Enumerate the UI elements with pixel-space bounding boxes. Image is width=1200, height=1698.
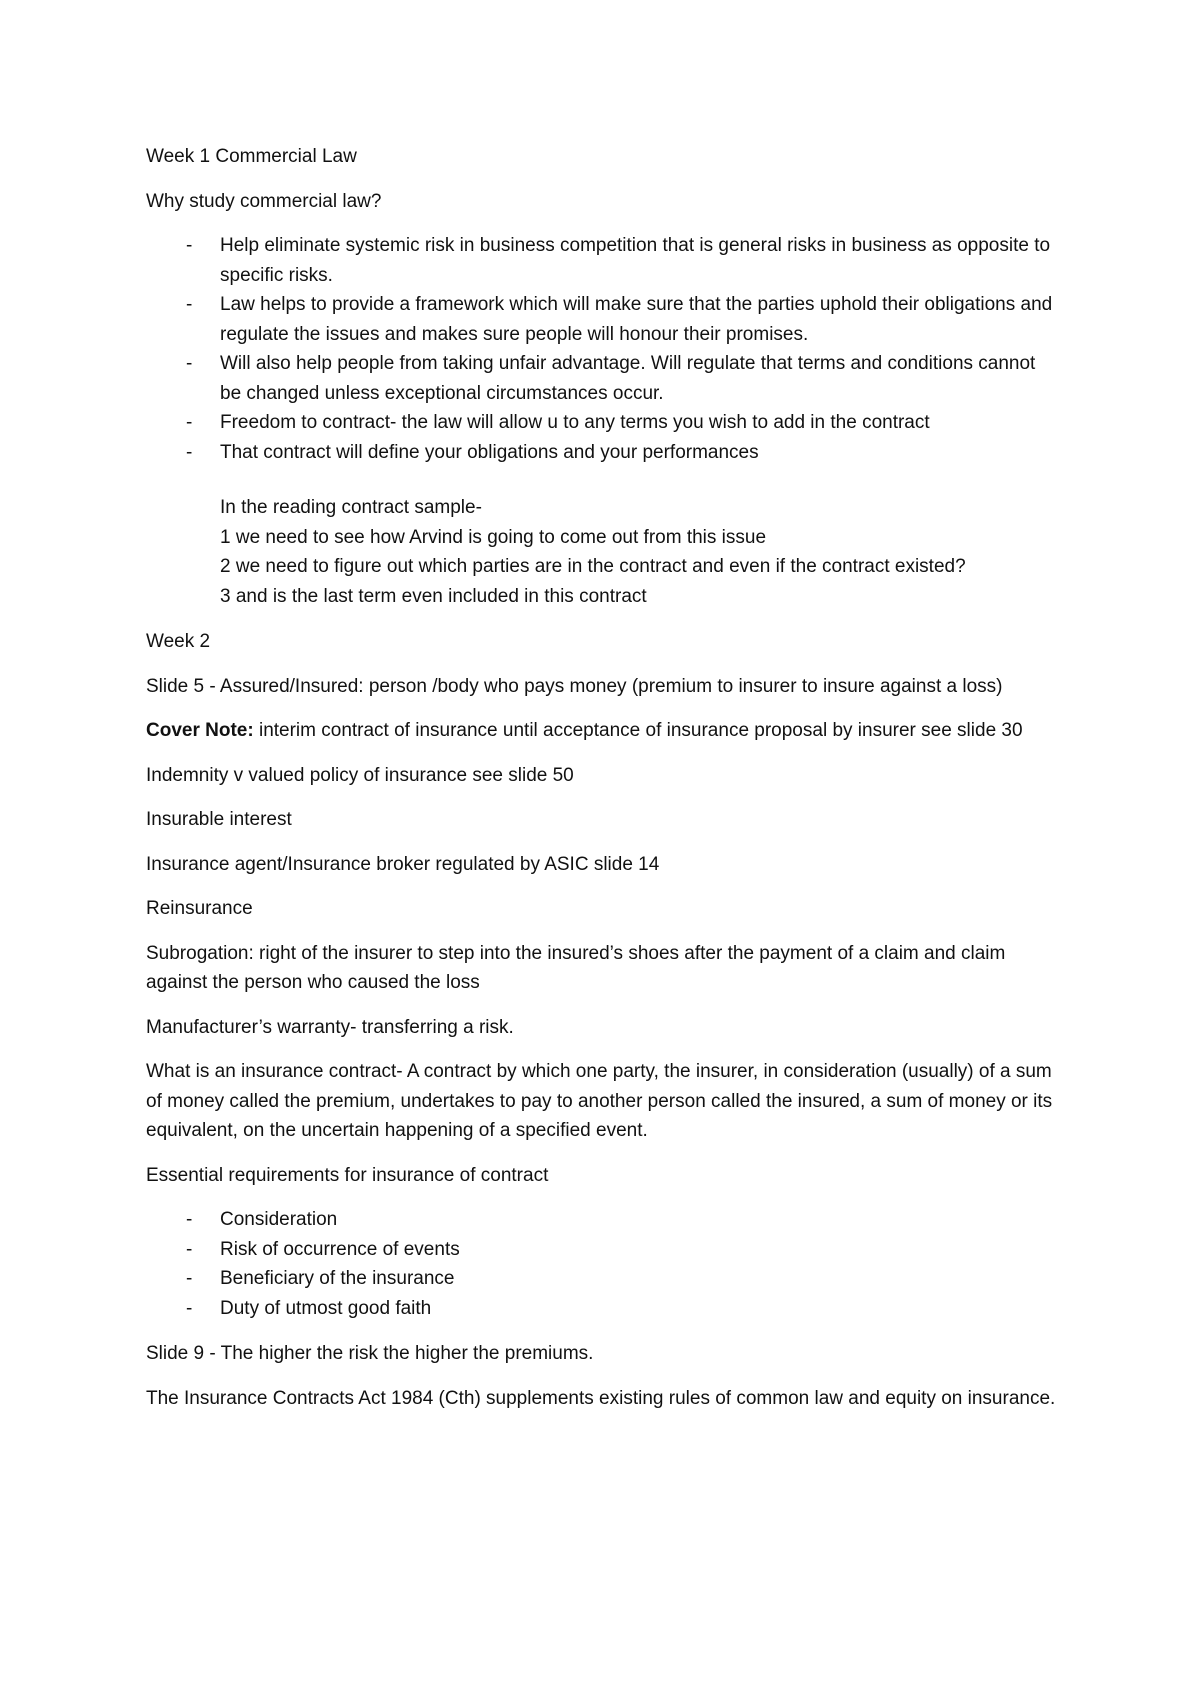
list-item — [146, 1294, 1060, 1324]
document-title: Week 1 Commercial Law — [146, 146, 357, 167]
reading-intro: In the reading contract sample- — [220, 497, 482, 518]
bullet-dash: - — [186, 1209, 193, 1230]
reading-line: 1 we need to see how Arvind is going to come out from this issue — [220, 526, 767, 548]
why-study-list — [146, 231, 1060, 467]
list-item — [146, 1264, 1060, 1294]
reinsurance-note: Reinsurance — [146, 898, 253, 919]
bullet-dash: - — [186, 353, 193, 374]
bullet-dash: - — [186, 235, 193, 256]
list-item — [146, 231, 1060, 290]
list-item-text: Consideration — [220, 1209, 338, 1230]
list-item-text: Help eliminate systemic risk in business competition that is general risks in business as opposite to specific risks. — [220, 235, 1051, 286]
insurance-agent-note: Insurance agent/Insurance broker regulated by ASIC slide 14 — [146, 853, 660, 875]
warranty-note: Manufacturer’s warranty- transferring a risk. — [146, 1016, 514, 1038]
indemnity-note: Indemnity v valued policy of insurance see slide 50 — [146, 764, 574, 786]
list-item — [146, 1235, 1060, 1265]
insurance-act-note: The Insurance Contracts Act 1984 (Cth) supplements existing rules of common law and equity on insurance. — [146, 1387, 1056, 1409]
reading-contract-block — [146, 493, 1060, 611]
slide-9-note: Slide 9 - The higher the risk the higher the premiums. — [146, 1343, 594, 1364]
reading-line: 3 and is the last term even included in this contract — [220, 585, 647, 607]
cover-note-text: interim contract of insurance until acceptance of insurance proposal by insurer see slide 30 — [253, 720, 1023, 741]
bullet-dash: - — [186, 1268, 193, 1289]
insurance-contract-definition: What is an insurance contract- A contract by which one party, the insurer, in consideration (usually) of a sum of money called the premium, undertakes to pay to another person called the insured, a sum of money or its equivalent, on the uncertain happening of a specified event. — [146, 1061, 1053, 1141]
list-item — [146, 349, 1060, 408]
essential-requirements-heading: Essential requirements for insurance of contract — [146, 1164, 549, 1186]
reading-line: 2 we need to figure out which parties are in the contract and even if the contract existed? — [220, 556, 966, 577]
list-item-text: Freedom to contract- the law will allow u to any terms you wish to add in the contract — [220, 412, 930, 433]
list-item — [146, 1205, 1060, 1235]
bullet-dash: - — [186, 294, 193, 315]
list-item-text: Duty of utmost good faith — [220, 1297, 432, 1319]
list-item — [146, 408, 1060, 438]
bullet-dash: - — [186, 412, 193, 433]
bullet-dash: - — [186, 1297, 193, 1319]
bullet-dash: - — [186, 441, 193, 463]
list-item-text: Risk of occurrence of events — [220, 1238, 460, 1260]
essential-requirements-list — [146, 1205, 1060, 1323]
bullet-dash: - — [186, 1238, 193, 1260]
slide-5-note: Slide 5 - Assured/Insured: person /body who pays money (premium to insurer to insure against a loss) — [146, 675, 1003, 697]
cover-note-label: Cover Note: — [146, 720, 254, 741]
list-item — [146, 438, 1060, 468]
week-2-heading: Week 2 — [146, 631, 211, 652]
list-item-text: Law helps to provide a framework which will make sure that the parties uphold their obligations and regulate the issues and makes sure people will honour their promises. — [220, 294, 1053, 345]
list-item-text: Will also help people from taking unfair advantage. Will regulate that terms and conditions cannot be changed unless exceptional circumstances occur. — [220, 353, 1036, 404]
list-item-text: That contract will define your obligations and your performances — [220, 441, 759, 463]
why-study-heading: Why study commercial law? — [146, 190, 382, 212]
insurable-interest-note: Insurable interest — [146, 809, 292, 830]
list-item-text: Beneficiary of the insurance — [220, 1268, 455, 1289]
cover-note-paragraph — [146, 716, 1060, 746]
subrogation-note: Subrogation: right of the insurer to step into the insured’s shoes after the payment of a claim and claim against the person who caused the loss — [146, 942, 1006, 993]
list-item — [146, 290, 1060, 349]
